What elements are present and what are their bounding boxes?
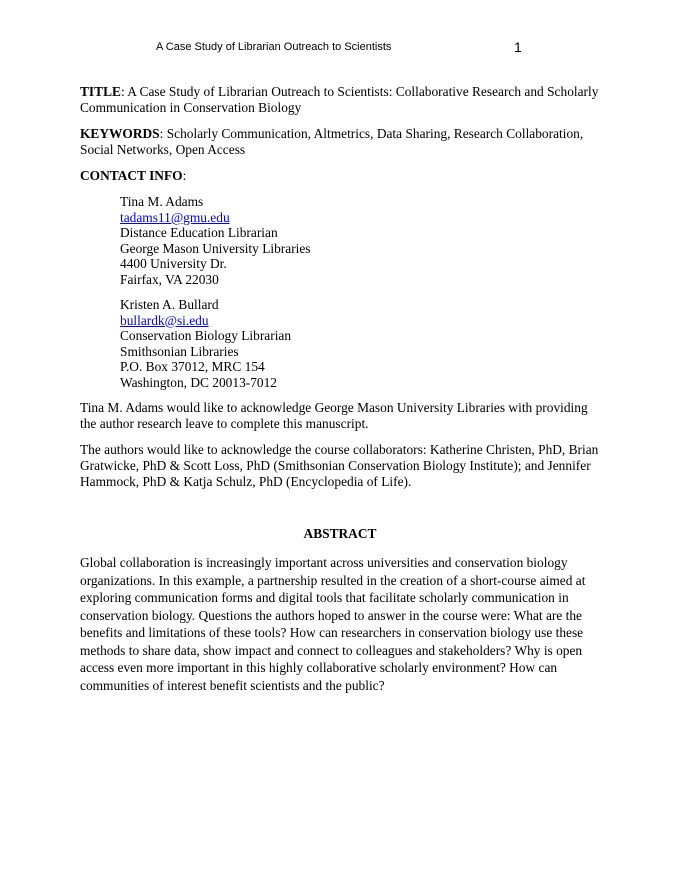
acknowledgement-paragraph-2: The authors would like to acknowledge the course collaborators: Katherine Christen, PhD, Brian Gratwicke, PhD & Scott Loss, PhD (Smithsonian Conservation Biology Institute); and Jennifer Hammock, PhD & Katja Schulz, PhD (Encyclopedia of Life). bbox=[80, 442, 599, 489]
contact-name: Tina M. Adams bbox=[120, 194, 204, 209]
contact-block-1 bbox=[120, 194, 600, 287]
contact-heading bbox=[80, 168, 600, 184]
page-number: 1 bbox=[514, 39, 522, 55]
contact-block-2 bbox=[120, 297, 600, 390]
contact-email-link[interactable]: tadams11@gmu.edu bbox=[120, 209, 230, 225]
contact-colon: : bbox=[182, 168, 187, 183]
keywords-label: KEYWORDS bbox=[80, 126, 160, 141]
document-body bbox=[80, 84, 600, 704]
acknowledgement-paragraph-1: Tina M. Adams would like to acknowledge George Mason University Libraries with providing the author research leave to complete this manuscript. bbox=[80, 400, 588, 431]
keywords-text: : Scholarly Communication, Altmetrics, Data Sharing, Research Collaboration, Social Networks, Open Access bbox=[80, 126, 584, 157]
title-label: TITLE bbox=[80, 84, 121, 99]
contact-address-line-2: Fairfax, VA 22030 bbox=[120, 271, 219, 287]
title-text: : A Case Study of Librarian Outreach to Scientists: Collaborative Research and Scholarly Communication in Conservation Biology bbox=[80, 84, 599, 115]
abstract-body: Global collaboration is increasingly important across universities and conservation biology organizations. In this example, a partnership resulted in the creation of a short-course aimed at exploring communication forms and digital tools that facilitate scholarly communication in conservation biology. Questions the authors hoped to answer in the course were: What are the benefits and limitations of these tools? How can researchers in conservation biology use these methods to share data, show impact and connect to colleagues and stakeholders? Why is open access even more important in this highly collaborative scholarly environment? How can communities of interest benefit scientists and the public? bbox=[80, 555, 586, 693]
contact-email-link[interactable]: bullardk@si.edu bbox=[120, 312, 209, 328]
keywords-paragraph bbox=[80, 126, 600, 158]
running-head: A Case Study of Librarian Outreach to Scientists bbox=[156, 41, 392, 53]
abstract-heading: ABSTRACT bbox=[303, 526, 377, 541]
contact-org: Smithsonian Libraries bbox=[120, 343, 239, 359]
contact-name: Kristen A. Bullard bbox=[120, 297, 219, 312]
contact-label: CONTACT INFO bbox=[80, 168, 183, 183]
contact-address-line-1: P.O. Box 37012, MRC 154 bbox=[120, 359, 265, 374]
contact-org: George Mason University Libraries bbox=[120, 240, 311, 256]
contact-role: Conservation Biology Librarian bbox=[120, 328, 292, 343]
contact-address-line-1: 4400 University Dr. bbox=[120, 256, 227, 271]
title-paragraph bbox=[80, 84, 600, 116]
contact-address-line-2: Washington, DC 20013-7012 bbox=[120, 374, 277, 390]
contact-role: Distance Education Librarian bbox=[120, 225, 278, 240]
